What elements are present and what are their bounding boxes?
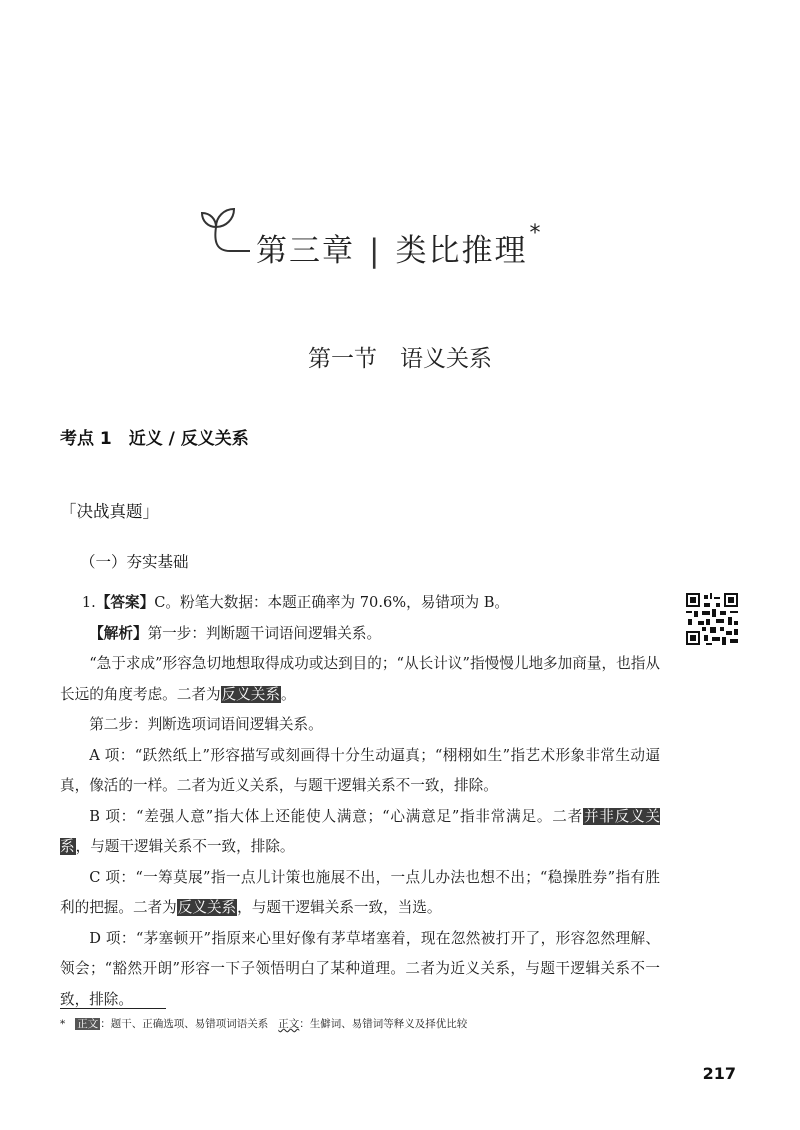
section-title: 第一节 语义关系	[308, 346, 492, 372]
footnote-tag-wavy: 正文	[278, 1018, 300, 1030]
option-b: B 项：“差强人意”指大体上还能使人满意；“心满意足”指非常满足。二者并非反义关系，与题干逻辑关系不一致，排除。	[60, 807, 660, 855]
qr-code-icon[interactable]	[686, 593, 738, 645]
option-c: C 项：“一筹莫展”指一点儿计策也施展不出，一点儿办法也想不出；“稳操胜券”指有胜利的把握。二者为反义关系，与题干逻辑关系一致，当选。	[60, 868, 660, 916]
highlight: 并非反义关系	[60, 807, 660, 855]
step2-line: 第二步：判断选项词语间逻辑关系。	[89, 716, 323, 733]
analysis-line: 【解析】第一步：判断题干词语间逻辑关系。	[89, 624, 382, 642]
highlight: 反义关系	[221, 685, 280, 703]
chapter-name: 类比推理	[395, 233, 528, 269]
chapter-number: 第三章	[256, 233, 355, 269]
analysis-label: 【解析】	[89, 624, 148, 642]
chapter-title	[256, 220, 543, 270]
chapter-heading	[200, 205, 600, 269]
title-separator: |	[369, 233, 382, 269]
juezhan-title: 「决战真题」	[60, 502, 159, 521]
stem-paragraph: “急于求成”形容急切地想取得成功或达到目的；“从长计议”指慢慢儿地多加商量，也指从长远的角度考虑。二者为反义关系。	[60, 655, 660, 703]
footnote-mark: *	[529, 220, 543, 246]
kaodian-title: 考点 1 近义 / 反义关系	[60, 429, 249, 449]
footnote-tag-highlight: 正文	[77, 1018, 99, 1030]
footnote-rule	[60, 1008, 166, 1009]
question-1	[60, 588, 660, 1015]
footnote: * 正文 ：题干、正确选项、易错项词语关系 正文：生僻词、易错词等释义及择优比较	[60, 1018, 468, 1030]
sprout-icon	[200, 205, 252, 255]
answer-label: 【答案】	[95, 594, 155, 611]
option-d: D 项：“茅塞顿开”指原来心里好像有茅草堵塞着，现在忽然被打开了，形容忽然理解、领会；“豁然开朗”形容一下子领悟明白了某种道理。二者为近义关系，与题干逻辑关系不一致，排除。	[60, 929, 660, 1008]
page-number: 217	[702, 1064, 736, 1083]
option-a: A 项：“跃然纸上”形容描写或刻画得十分生动逼真；“栩栩如生”指艺术形象非常生动逼真，像活的一样。二者为近义关系，与题干逻辑关系不一致，排除。	[60, 746, 660, 794]
highlight: 反义关系	[177, 899, 237, 916]
hangshi-title: （一）夯实基础	[80, 553, 189, 571]
answer-line: 1.【答案】C。粉笔大数据：本题正确率为 70.6%，易错项为 B。	[81, 594, 510, 611]
